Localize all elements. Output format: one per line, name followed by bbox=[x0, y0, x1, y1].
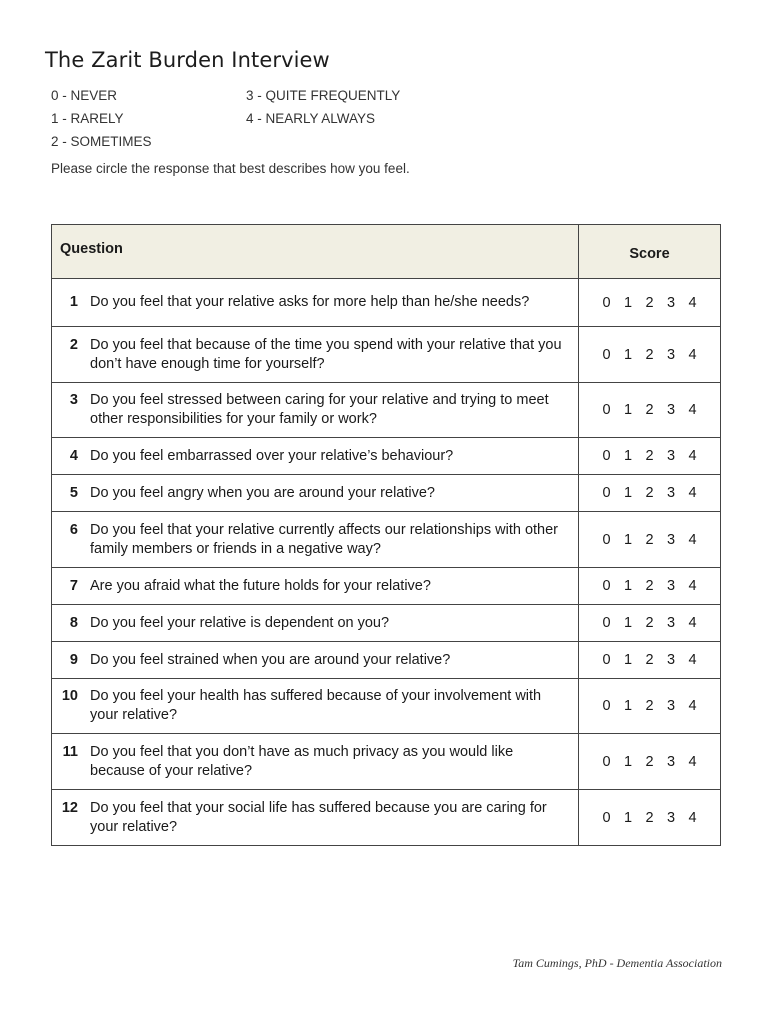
score-option-3[interactable]: 3 bbox=[666, 531, 676, 548]
score-option-0[interactable]: 0 bbox=[602, 448, 611, 464]
score-option-3[interactable]: 3 bbox=[666, 698, 676, 714]
score-option-3[interactable]: 3 bbox=[666, 615, 676, 631]
score-option-0[interactable]: 0 bbox=[602, 698, 611, 714]
question-cell bbox=[52, 734, 579, 790]
score-options bbox=[579, 383, 721, 438]
question-number: 6 bbox=[69, 521, 78, 538]
table-row bbox=[52, 438, 721, 475]
question-cell bbox=[52, 327, 579, 383]
score-option-2[interactable]: 2 bbox=[645, 753, 654, 770]
score-option-4[interactable]: 4 bbox=[688, 448, 697, 464]
question-number: 5 bbox=[69, 484, 78, 501]
score-options bbox=[579, 327, 721, 383]
table-row bbox=[52, 605, 721, 642]
score-option-4[interactable]: 4 bbox=[688, 485, 697, 501]
score-option-2[interactable]: 2 bbox=[645, 809, 654, 826]
score-option-4[interactable]: 4 bbox=[688, 753, 697, 770]
score-option-3[interactable]: 3 bbox=[666, 652, 676, 668]
score-option-0[interactable]: 0 bbox=[602, 652, 611, 668]
table-header-row bbox=[52, 225, 721, 279]
question-text: Are you afraid what the future holds for your relative? bbox=[90, 577, 431, 594]
question-number: 12 bbox=[61, 799, 78, 816]
score-option-1[interactable]: 1 bbox=[623, 615, 633, 631]
question-cell bbox=[52, 512, 579, 568]
score-option-0[interactable]: 0 bbox=[602, 578, 611, 594]
question-text: Do you feel that your relative asks for more help than he/she needs? bbox=[90, 294, 530, 310]
legend-item-never: 0 - NEVER bbox=[51, 88, 118, 103]
question-cell bbox=[52, 642, 579, 679]
score-option-4[interactable]: 4 bbox=[688, 809, 697, 826]
question-number: 7 bbox=[69, 577, 78, 594]
score-options bbox=[579, 475, 721, 512]
score-option-1[interactable]: 1 bbox=[623, 531, 633, 548]
score-option-3[interactable]: 3 bbox=[666, 402, 676, 418]
score-option-4[interactable]: 4 bbox=[688, 578, 697, 594]
question-number: 10 bbox=[61, 688, 78, 704]
table-row bbox=[52, 568, 721, 605]
score-options bbox=[579, 679, 721, 734]
question-text: Do you feel stressed between caring for your relative and trying to meet other responsibilities for your family or work? bbox=[90, 392, 549, 427]
score-option-0[interactable]: 0 bbox=[602, 615, 611, 631]
question-cell bbox=[52, 679, 579, 734]
score-option-2[interactable]: 2 bbox=[645, 531, 654, 548]
table-row bbox=[52, 512, 721, 568]
score-options bbox=[579, 279, 721, 327]
question-number: 4 bbox=[69, 447, 78, 464]
score-option-0[interactable]: 0 bbox=[602, 809, 611, 826]
table-row bbox=[52, 475, 721, 512]
score-option-4[interactable]: 4 bbox=[688, 698, 697, 714]
score-option-4[interactable]: 4 bbox=[688, 615, 697, 631]
table-row bbox=[52, 734, 721, 790]
score-option-2[interactable]: 2 bbox=[645, 615, 654, 631]
score-option-0[interactable]: 0 bbox=[602, 485, 611, 501]
score-options bbox=[579, 734, 721, 790]
page-title: The Zarit Burden Interview bbox=[45, 48, 330, 72]
question-text: Do you feel your relative is dependent on you? bbox=[90, 614, 390, 631]
score-option-3[interactable]: 3 bbox=[666, 578, 676, 594]
question-text: Do you feel that because of the time you spend with your relative that you don’t have enough time for yourself? bbox=[90, 336, 562, 372]
score-options bbox=[579, 790, 721, 846]
score-option-1[interactable]: 1 bbox=[623, 485, 633, 501]
score-column-header: Score bbox=[579, 225, 721, 279]
score-option-3[interactable]: 3 bbox=[666, 346, 676, 363]
score-option-1[interactable]: 1 bbox=[623, 346, 633, 363]
question-text: Do you feel that your relative currently affects our relationships with other family members or friends in a negative way? bbox=[90, 521, 558, 557]
score-option-2[interactable]: 2 bbox=[645, 346, 654, 363]
instructions: Please circle the response that best describes how you feel. bbox=[51, 161, 410, 176]
score-option-2[interactable]: 2 bbox=[645, 578, 654, 594]
question-cell bbox=[52, 475, 579, 512]
question-number: 11 bbox=[62, 743, 78, 760]
legend-item-nearly-always: 4 - NEARLY ALWAYS bbox=[246, 111, 376, 126]
question-text: Do you feel your health has suffered because of your involvement with your relative? bbox=[90, 688, 542, 723]
table-row bbox=[52, 327, 721, 383]
score-options bbox=[579, 568, 721, 605]
table-row bbox=[52, 279, 721, 327]
score-option-3[interactable]: 3 bbox=[666, 753, 676, 770]
score-option-2[interactable]: 2 bbox=[645, 294, 654, 311]
question-text: Do you feel angry when you are around your relative? bbox=[90, 484, 435, 501]
score-option-1[interactable]: 1 bbox=[623, 402, 633, 418]
score-option-1[interactable]: 1 bbox=[623, 698, 633, 714]
table-row bbox=[52, 383, 721, 438]
table-row bbox=[52, 790, 721, 846]
question-number: 1 bbox=[69, 294, 78, 310]
score-option-0[interactable]: 0 bbox=[602, 753, 611, 770]
question-number: 8 bbox=[69, 614, 78, 631]
score-option-3[interactable]: 3 bbox=[666, 809, 676, 826]
score-option-1[interactable]: 1 bbox=[623, 753, 633, 770]
question-text: Do you feel that you don’t have as much privacy as you would like because of your relative? bbox=[90, 743, 514, 779]
score-option-0[interactable]: 0 bbox=[602, 346, 611, 363]
score-option-0[interactable]: 0 bbox=[602, 294, 611, 311]
question-cell bbox=[52, 605, 579, 642]
score-option-2[interactable]: 2 bbox=[645, 485, 654, 501]
score-option-4[interactable]: 4 bbox=[688, 346, 697, 363]
score-option-4[interactable]: 4 bbox=[688, 294, 697, 311]
question-cell bbox=[52, 383, 579, 438]
score-option-1[interactable]: 1 bbox=[623, 652, 633, 668]
score-option-4[interactable]: 4 bbox=[688, 402, 697, 418]
legend-item-sometimes: 2 - SOMETIMES bbox=[51, 134, 152, 149]
score-option-3[interactable]: 3 bbox=[666, 448, 676, 464]
question-cell bbox=[52, 279, 579, 327]
question-column-header: Question bbox=[52, 225, 579, 279]
question-cell bbox=[52, 438, 579, 475]
table-row bbox=[52, 679, 721, 734]
score-options bbox=[579, 438, 721, 475]
score-options bbox=[579, 642, 721, 679]
score-options bbox=[579, 512, 721, 568]
score-option-0[interactable]: 0 bbox=[602, 531, 611, 548]
question-cell bbox=[52, 568, 579, 605]
question-text: Do you feel that your social life has suffered because you are caring for your relative? bbox=[90, 799, 547, 835]
footer-credit: Tam Cumings, PhD - Dementia Association bbox=[512, 956, 722, 970]
question-text: Do you feel embarrassed over your relative’s behaviour? bbox=[90, 447, 454, 464]
score-option-0[interactable]: 0 bbox=[602, 402, 611, 418]
score-option-2[interactable]: 2 bbox=[645, 652, 654, 668]
score-option-1[interactable]: 1 bbox=[623, 578, 633, 594]
score-option-2[interactable]: 2 bbox=[645, 698, 654, 714]
table-row bbox=[52, 642, 721, 679]
score-option-1[interactable]: 1 bbox=[623, 809, 633, 826]
score-option-4[interactable]: 4 bbox=[688, 652, 697, 668]
score-option-2[interactable]: 2 bbox=[645, 448, 654, 464]
question-number: 3 bbox=[69, 392, 78, 408]
questions-table bbox=[51, 224, 721, 846]
score-option-3[interactable]: 3 bbox=[666, 294, 676, 311]
score-options bbox=[579, 605, 721, 642]
question-number: 2 bbox=[69, 336, 78, 353]
score-option-1[interactable]: 1 bbox=[623, 448, 633, 464]
legend-item-quite-frequently: 3 - QUITE FREQUENTLY bbox=[246, 88, 401, 103]
score-option-4[interactable]: 4 bbox=[688, 531, 697, 548]
score-option-3[interactable]: 3 bbox=[666, 485, 676, 501]
legend-item-rarely: 1 - RARELY bbox=[51, 111, 124, 126]
question-cell bbox=[52, 790, 579, 846]
question-number: 9 bbox=[69, 651, 78, 668]
score-option-1[interactable]: 1 bbox=[623, 294, 633, 311]
question-text: Do you feel strained when you are around your relative? bbox=[90, 651, 451, 668]
score-option-2[interactable]: 2 bbox=[645, 402, 654, 418]
